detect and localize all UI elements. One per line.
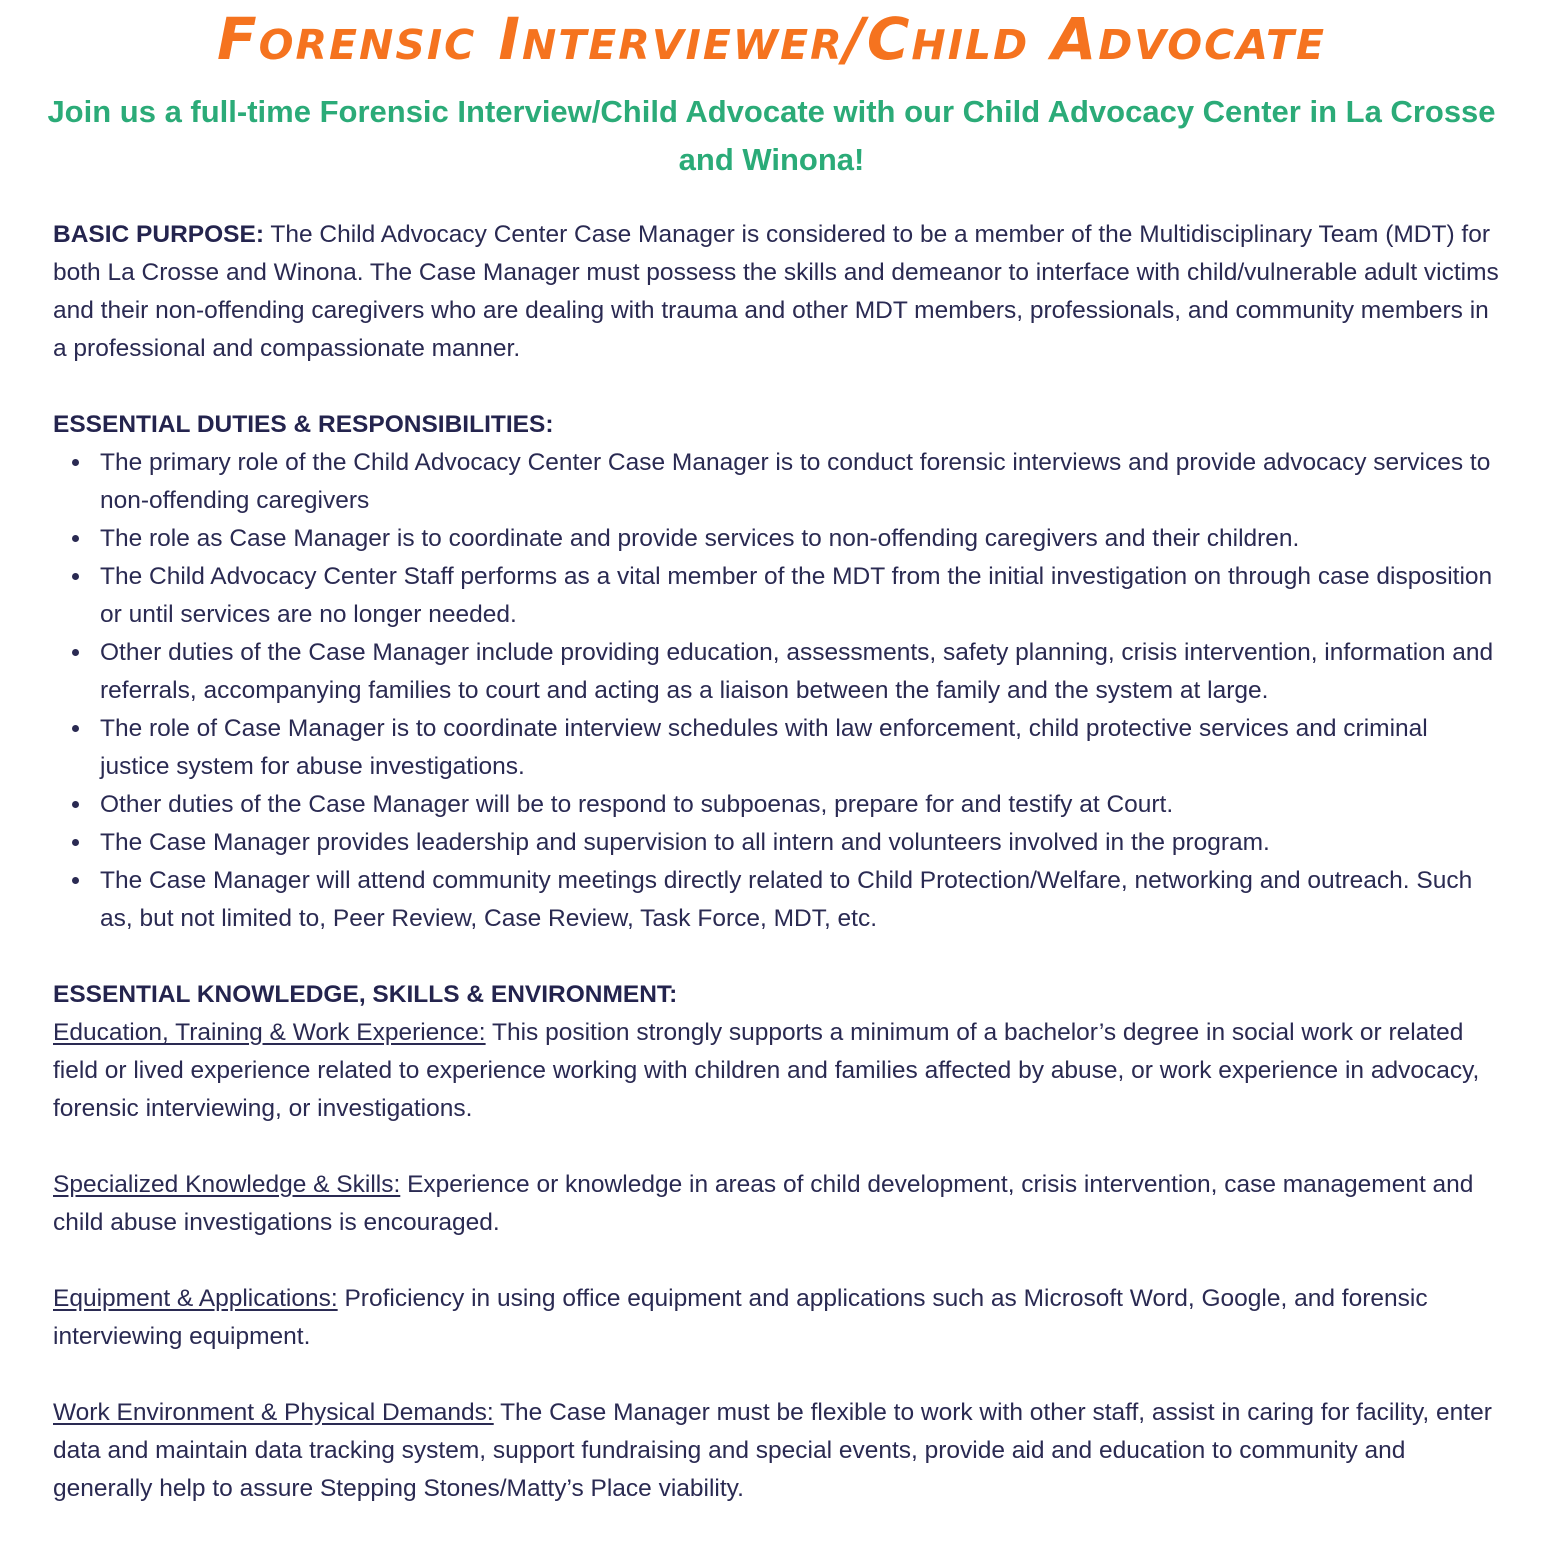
spacer <box>53 1356 1503 1394</box>
spacer <box>53 1128 1503 1166</box>
duty-text: The Child Advocacy Center Staff performs as a vital member of the MDT from the initial investigation on through case disposition or until services are no longer needed. <box>100 563 1493 628</box>
posting-body <box>53 216 1503 1508</box>
bullet-icon <box>72 877 79 884</box>
bullet-icon <box>72 725 79 732</box>
specialized-text: Experience or knowledge in areas of child development, crisis intervention, case management and child abuse investigations is encouraged. <box>53 1171 1474 1236</box>
duty-text: Other duties of the Case Manager include providing education, assessments, safety planning, crisis intervention, information and referrals, accompanying families to court and acting as a liaison between the family and the system at large. <box>100 639 1494 704</box>
page-subtitle: Join us a full-time Forensic Interview/Child Advocate with our Child Advocacy Center in La Crosse and Winona! <box>47 94 1496 177</box>
environment-paragraph <box>53 1394 1503 1508</box>
spacer <box>53 1242 1503 1280</box>
duty-text: The primary role of the Child Advocacy Center Case Manager is to conduct forensic interviews and provide advocacy services to non-offending caregivers <box>100 449 1491 514</box>
bullet-icon <box>72 839 79 846</box>
equipment-text: Proficiency in using office equipment and applications such as Microsoft Word, Google, and forensic interviewing equipment. <box>53 1285 1428 1350</box>
duty-text: The role as Case Manager is to coordinate and provide services to non-offending caregivers and their children. <box>100 525 1300 552</box>
basic-purpose-text: The Child Advocacy Center Case Manager is considered to be a member of the Multidisciplinary Team (MDT) for both La Crosse and Winona. The Case Manager must possess the skills and demeanor to interface with child/vulnerable adult victims and their non-offending caregivers who are dealing with trauma and other MDT members, professionals, and community members in a professional and compassionate manner. <box>53 221 1499 362</box>
duties-list <box>53 444 1503 938</box>
page-title: Forensic Interviewer/Child Advocate <box>217 5 1326 73</box>
basic-purpose-paragraph <box>53 216 1503 368</box>
education-label: Education, Training & Work Experience: <box>53 1019 486 1046</box>
list-item <box>100 824 1503 862</box>
list-item <box>100 558 1503 634</box>
equipment-label: Equipment & Applications: <box>53 1285 338 1312</box>
bullet-icon <box>72 459 79 466</box>
education-text: This position strongly supports a minimum of a bachelor’s degree in social work or related field or lived experience related to experience working with children and families affected by abuse, or work experience in advocacy, forensic interviewing, or investigations. <box>53 1019 1480 1122</box>
list-item <box>100 786 1503 824</box>
duty-text: Other duties of the Case Manager will be to respond to subpoenas, prepare for and testify at Court. <box>100 791 1174 818</box>
spacer <box>53 938 1503 976</box>
equipment-paragraph <box>53 1280 1503 1356</box>
list-item <box>100 710 1503 786</box>
list-item <box>100 634 1503 710</box>
education-paragraph <box>53 1014 1503 1128</box>
duties-heading: ESSENTIAL DUTIES & RESPONSIBILITIES: <box>53 411 554 438</box>
bullet-icon <box>72 573 79 580</box>
bullet-icon <box>72 801 79 808</box>
spacer <box>53 368 1503 406</box>
environment-text: The Case Manager must be flexible to work with other staff, assist in caring for facility, enter data and maintain data tracking system, support fundraising and special events, provide aid and education to community and generally help to assure Stepping Stones/Matty’s Place viability. <box>53 1399 1492 1502</box>
basic-purpose-label: BASIC PURPOSE: <box>53 221 265 248</box>
list-item <box>100 444 1503 520</box>
list-item <box>100 862 1503 938</box>
bullet-icon <box>72 535 79 542</box>
specialized-label: Specialized Knowledge & Skills: <box>53 1171 401 1198</box>
duty-text: The Case Manager provides leadership and supervision to all intern and volunteers involved in the program. <box>100 829 1270 856</box>
duty-text: The Case Manager will attend community meetings directly related to Child Protection/Welfare, networking and outreach. Such as, but not limited to, Peer Review, Case Review, Task Force, MDT, etc. <box>100 867 1473 932</box>
list-item <box>100 520 1503 558</box>
environment-label: Work Environment & Physical Demands: <box>53 1399 494 1426</box>
bullet-icon <box>72 649 79 656</box>
duty-text: The role of Case Manager is to coordinate interview schedules with law enforcement, child protective services and criminal justice system for abuse investigations. <box>100 715 1428 780</box>
specialized-paragraph <box>53 1166 1503 1242</box>
knowledge-heading: ESSENTIAL KNOWLEDGE, SKILLS & ENVIRONMENT: <box>53 981 678 1008</box>
